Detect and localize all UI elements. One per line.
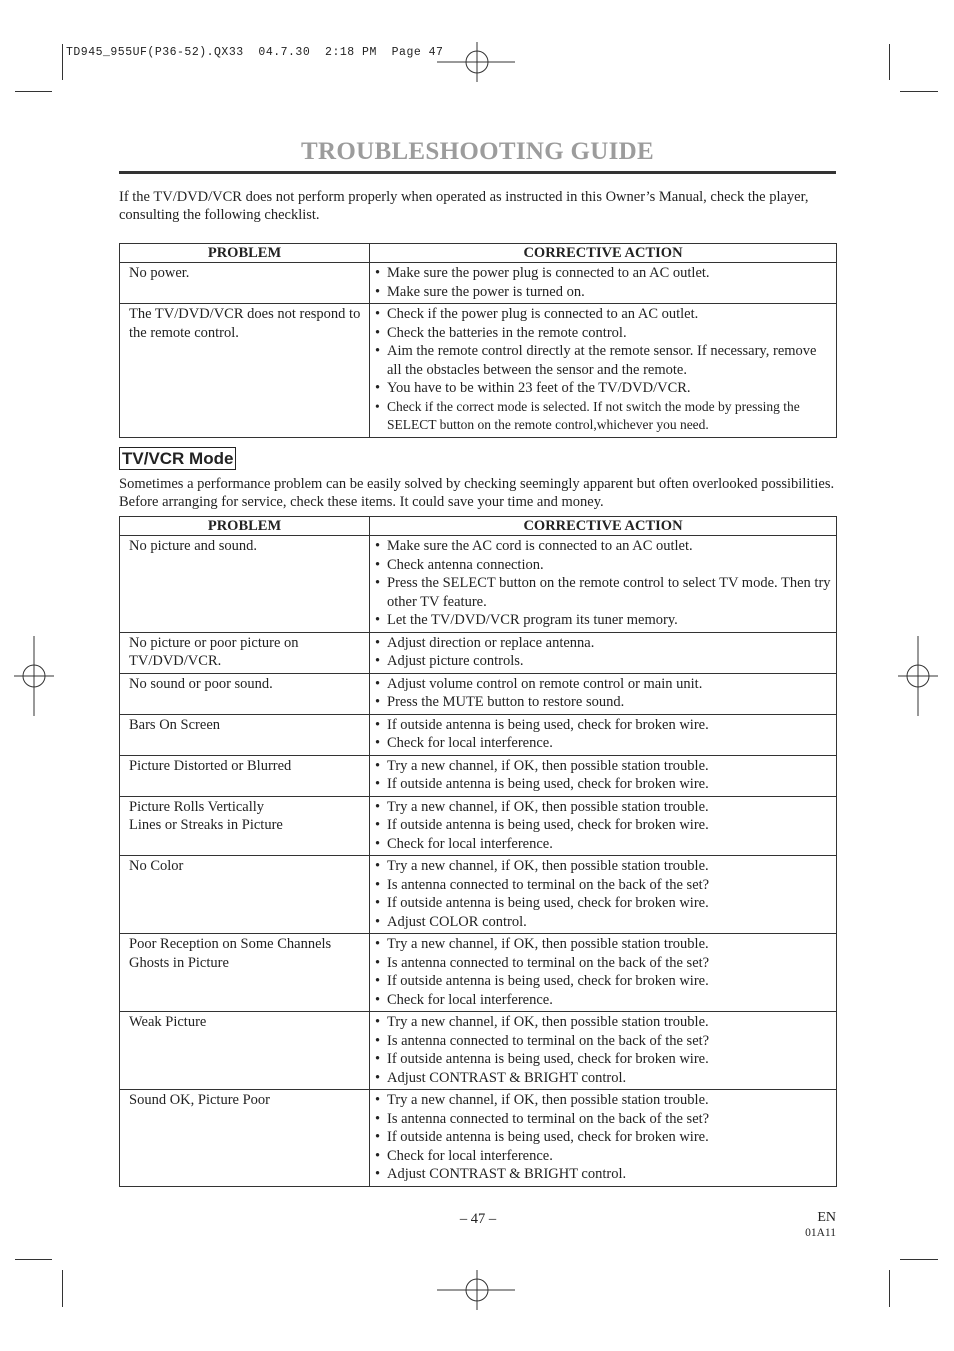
problem-column-header: PROBLEM [120,517,370,536]
crop-mark [900,1259,938,1260]
problem-text: Picture Rolls Vertically [129,798,265,815]
problem-cell [120,714,370,755]
crop-mark [15,1259,52,1260]
action-item: • Check for local interference. [375,1147,834,1166]
action-item: • Is antenna connected to terminal on the back of the set? [375,1032,834,1051]
action-item: • Press the SELECT button on the remote control to select TV mode. Then try other TV feature. [375,574,834,611]
action-item: • Adjust direction or replace antenna. [375,634,834,653]
problem-cell [120,263,370,304]
table-row [120,263,837,304]
troubleshooting-table-general [119,243,837,438]
problem-text: Ghosts in Picture [129,954,229,971]
action-item: • Try a new channel, if OK, then possible station trouble. [375,857,834,876]
problem-cell [120,1090,370,1187]
action-item: • If outside antenna is being used, check for broken wire. [375,816,834,835]
action-item: • Is antenna connected to terminal on the back of the set? [375,876,834,895]
action-item: • Try a new channel, if OK, then possible station trouble. [375,1091,834,1110]
action-column-header: CORRECTIVE ACTION [370,517,837,536]
action-item: • Adjust COLOR control. [375,913,834,932]
problem-cell [120,632,370,673]
crop-mark [900,91,938,92]
action-cell [370,304,837,438]
problem-text: Lines or Streaks in Picture [129,817,283,833]
table-row [120,1012,837,1090]
action-item: • Try a new channel, if OK, then possible station trouble. [375,935,834,954]
problem-cell [120,856,370,934]
problem-cell [120,796,370,856]
action-cell [370,632,837,673]
action-item: • Is antenna connected to terminal on the back of the set? [375,1110,834,1129]
action-cell [370,263,837,304]
problem-text: Bars On Screen [129,716,221,733]
action-item: • Check for local interference. [375,991,834,1010]
action-item: • Try a new channel, if OK, then possible station trouble. [375,757,834,776]
problem-text: No Color [129,858,184,874]
crop-mark [62,1270,63,1307]
action-cell [370,673,837,714]
page-number: – 47 – [459,1211,497,1227]
action-item: • Check antenna connection. [375,556,834,575]
table-row [120,632,837,673]
action-item: • Let the TV/DVD/VCR program its tuner memory. [375,611,834,630]
action-item: • Is antenna connected to terminal on the back of the set? [375,954,834,973]
action-cell [370,1090,837,1187]
action-item: • Adjust picture controls. [375,652,834,671]
crop-mark [889,1270,890,1307]
problem-text: The TV/DVD/VCR does not respond to the remote control. [129,306,361,341]
action-item: • Check for local interference. [375,835,834,854]
crop-mark [15,91,52,92]
crop-mark [889,44,890,80]
action-item: • Check the batteries in the remote control. [375,324,834,343]
problem-text: Weak Picture [129,1014,207,1030]
page-title: TROUBLESHOOTING GUIDE [301,138,654,165]
action-item: • Adjust volume control on remote control or main unit. [375,675,834,694]
action-cell [370,856,837,934]
table-row [120,673,837,714]
table-row [120,796,837,856]
troubleshooting-table-tv-vcr [119,516,837,1187]
language-code: EN [817,1210,836,1225]
action-column-header: CORRECTIVE ACTION [370,244,837,263]
intro-text: If the TV/DVD/VCR does not perform properly when operated as instructed in this Owner’s Manual, check the player, consulting the following checklist. [119,189,809,223]
registration-mark-bottom [437,1270,517,1310]
registration-mark-top [437,42,517,82]
action-cell [370,934,837,1012]
problem-text: Sound OK, Picture Poor [129,1092,270,1108]
problem-text: No power. [129,265,190,281]
table-row [120,755,837,796]
action-item: • Try a new channel, if OK, then possible station trouble. [375,798,834,817]
problem-text: No picture or poor picture on TV/DVD/VCR. [129,634,299,669]
action-item: • Make sure the AC cord is connected to an AC outlet. [375,537,834,556]
section-intro-text: Sometimes a performance problem can be easily solved by checking seemingly apparent but often overlooked possibilities. Before arranging for service, check these items. It could save your time and money. [119,476,835,510]
table-row [120,304,837,438]
action-item: • If outside antenna is being used, check for broken wire. [375,972,834,991]
action-cell [370,796,837,856]
registration-mark-right [898,636,938,716]
problem-text: No picture and sound. [129,538,258,554]
problem-cell [120,536,370,633]
table-row [120,856,837,934]
print-slug: TD945_955UF(P36-52).QX33 04.7.30 2:18 PM Page 47 [66,46,444,59]
action-item: • Check for local interference. [375,734,834,753]
action-item: • Adjust CONTRAST & BRIGHT control. [375,1069,834,1088]
action-cell [370,755,837,796]
action-item: • You have to be within 23 feet of the TV/DVD/VCR. [375,379,834,398]
problem-text: Poor Reception on Some Channels [129,936,332,952]
action-item: • Make sure the power plug is connected to an AC outlet. [375,264,834,283]
action-item: • If outside antenna is being used, check for broken wire. [375,894,834,913]
action-cell [370,714,837,755]
problem-text: Picture Distorted or Blurred [129,757,292,774]
action-cell [370,536,837,633]
registration-mark-left [14,636,54,716]
section-heading-tv-vcr-mode: TV/VCR Mode [119,447,236,470]
table-row [120,934,837,1012]
problem-text: No sound or poor sound. [129,675,273,692]
problem-cell [120,304,370,438]
action-item: • Check if the correct mode is selected. If not switch the mode by pressing the SELECT button on the remote control,whichever you need. [375,398,834,435]
table-header-row [120,244,837,263]
action-item: • If outside antenna is being used, check for broken wire. [375,716,834,735]
title-rule [119,171,836,174]
table-header-row [120,517,837,536]
action-item: • If outside antenna is being used, check for broken wire. [375,1128,834,1147]
document-code: 01A11 [805,1227,836,1239]
action-item: • Aim the remote control directly at the remote sensor. If necessary, remove all the obstacles between the sensor and the remote. [375,342,834,379]
action-item: • Press the MUTE button to restore sound. [375,693,834,712]
problem-cell [120,1012,370,1090]
problem-column-header: PROBLEM [120,244,370,263]
problem-cell [120,934,370,1012]
action-item: • If outside antenna is being used, check for broken wire. [375,775,834,794]
problem-cell [120,673,370,714]
crop-mark [62,44,63,80]
table-row [120,714,837,755]
table-row [120,536,837,633]
table-row [120,1090,837,1187]
action-item: • Try a new channel, if OK, then possible station trouble. [375,1013,834,1032]
action-item: • If outside antenna is being used, check for broken wire. [375,1050,834,1069]
action-item: • Adjust CONTRAST & BRIGHT control. [375,1165,834,1184]
problem-cell [120,755,370,796]
action-cell [370,1012,837,1090]
action-item: • Check if the power plug is connected to an AC outlet. [375,305,834,324]
action-item: • Make sure the power is turned on. [375,283,834,302]
